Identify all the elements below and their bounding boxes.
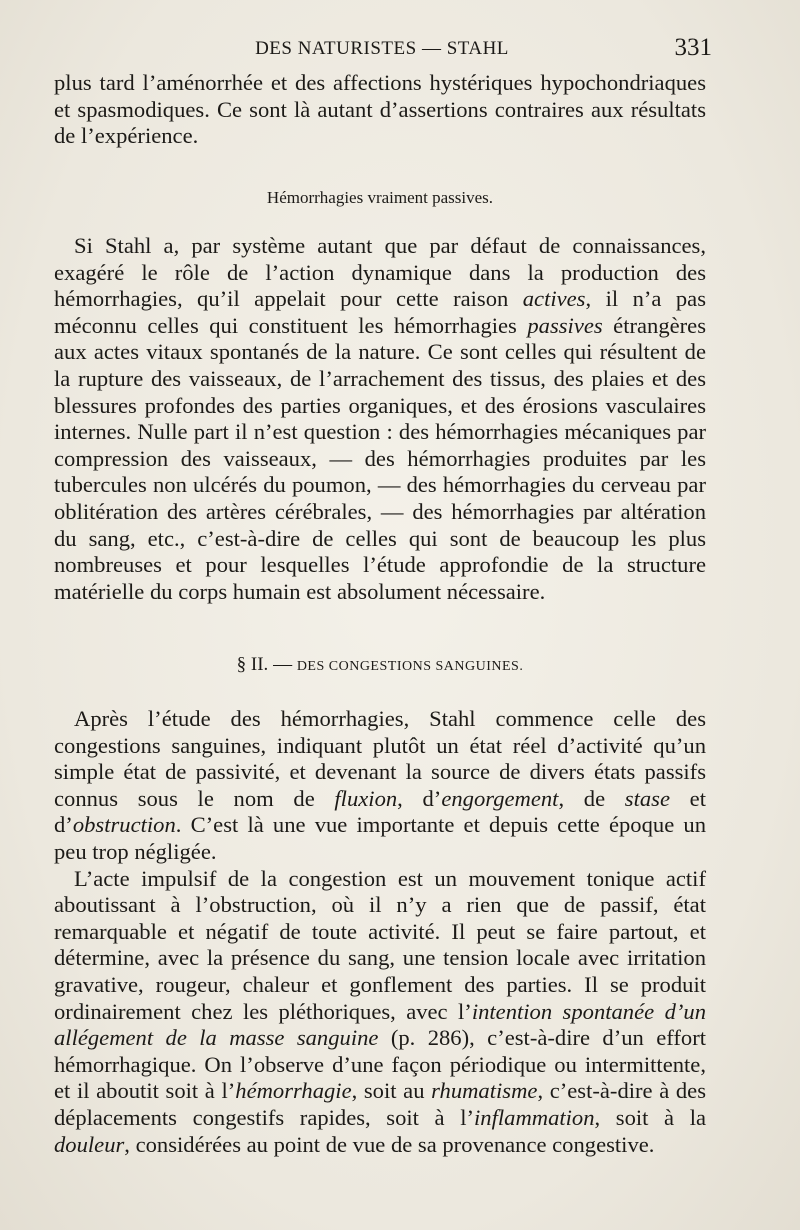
paragraph-2 [54, 233, 706, 605]
italic-run: inflammation [474, 1104, 595, 1130]
text-run: , il n’a pas méconnu celles qui constituent les hémorrhagies [54, 286, 706, 338]
italic-run: douleur [54, 1131, 125, 1157]
text-run: L’acte impulsif de la congestion est un mouvement tonique actif aboutissant à l’obstruction, où il n’y a rien que de passif, état remarquable et négatif de toute activité. Il peut se faire partout, et détermine, avec la présence du sang, une tension locale avec irritation gravative, rougeur, chaleur et gonflement des parties. Il se produit ordinairement chez les pléthoriques, avec l’ [54, 865, 706, 1024]
subheading-passive-hemorrhages: Hémorrhagies vraiment passives. [266, 188, 494, 207]
text-run: , de [558, 785, 625, 811]
section-dash: — [268, 654, 297, 675]
text-run: , d’ [397, 785, 442, 811]
running-header [52, 34, 712, 64]
italic-run: actives [522, 286, 586, 312]
paragraph-1 [54, 70, 706, 150]
text-run: et d’ [54, 785, 706, 838]
paragraph-congestions [54, 706, 706, 1158]
section-title: DES CONGESTIONS SANGUINES. [296, 659, 524, 674]
text-run: . C’est là une vue importante et depuis cette époque un peu trop négligée. [54, 812, 706, 864]
text-run: Après l’étude des hémorrhagies, Stahl commence celle des congestions sanguines, indiquant plutôt un état réel d’activité qu’un simple état de passivité, et devenant la source de divers états passifs connus sous le nom de [54, 706, 706, 811]
italic-run: passives [527, 312, 603, 338]
section-heading [54, 654, 706, 676]
paragraph-4 [54, 866, 706, 1159]
running-title: DES NATURISTES — STAHL [255, 38, 509, 59]
italic-run: stase [624, 785, 670, 811]
paragraph-continuation [54, 70, 706, 150]
italic-run: intention spontanée d’un allégement de la masse sanguine [54, 998, 706, 1051]
italic-run: hémorrhagie [235, 1078, 352, 1104]
text-run: Si Stahl a, par système autant que par défaut de connaissances, exagéré le rôle de l’action dynamique dans la production des hémorrhagies, qu’il appelait pour cette raison [54, 233, 706, 312]
italic-run: rhumatisme [431, 1078, 538, 1104]
italic-run: engorgement [441, 785, 559, 811]
italic-run: fluxion [334, 785, 398, 811]
paragraph-3 [54, 706, 706, 866]
page-number: 331 [674, 34, 712, 61]
text-run: , considérées au point de vue de sa provenance congestive. [124, 1131, 655, 1157]
paragraph-passive-hemorrhages [54, 233, 706, 605]
paragraph-1-text: plus tard l’aménorrhée et des affections hystériques hypochondriaques et spasmodiques. Ce sont là autant d’assertions contraires aux résultats de l’expérience. [54, 70, 706, 149]
text-run: , c’est-à-dire à des déplacements congestifs rapides, soit à l’ [54, 1078, 706, 1130]
text-run: , soit au [351, 1078, 432, 1104]
section-number: § II. [236, 654, 269, 675]
text-run: étrangères aux actes vitaux spontanés de la nature. Ce sont celles qui résultent de la rupture des vaisseaux, de l’arrachement des tissus, des plaies et des blessures profondes des parties organiques, et des érosions vasculaires internes. Nulle part il n’est question : des hémorrhagies mécaniques par compression des vaisseaux, — des hémorrhagies produites par les tubercules non ulcérés du poumon, — des hémorrhagies du cerveau par oblitération des artères cérébrales, — des hémorrhagies par altération du sang, etc., c’est-à-dire de celles qui sont de beaucoup les plus nombreuses et pour lesquelles l’étude approfondie de la structure matérielle du corps humain est absolument nécessaire. [54, 312, 706, 604]
text-run: (p. 286), c’est-à-dire d’un effort hémorrhagique. On l’observe d’une façon périodique ou intermittente, et il aboutit soit à l’ [54, 1025, 706, 1104]
text-run: , soit à la [594, 1104, 707, 1130]
italic-run: obstruction [72, 812, 176, 838]
